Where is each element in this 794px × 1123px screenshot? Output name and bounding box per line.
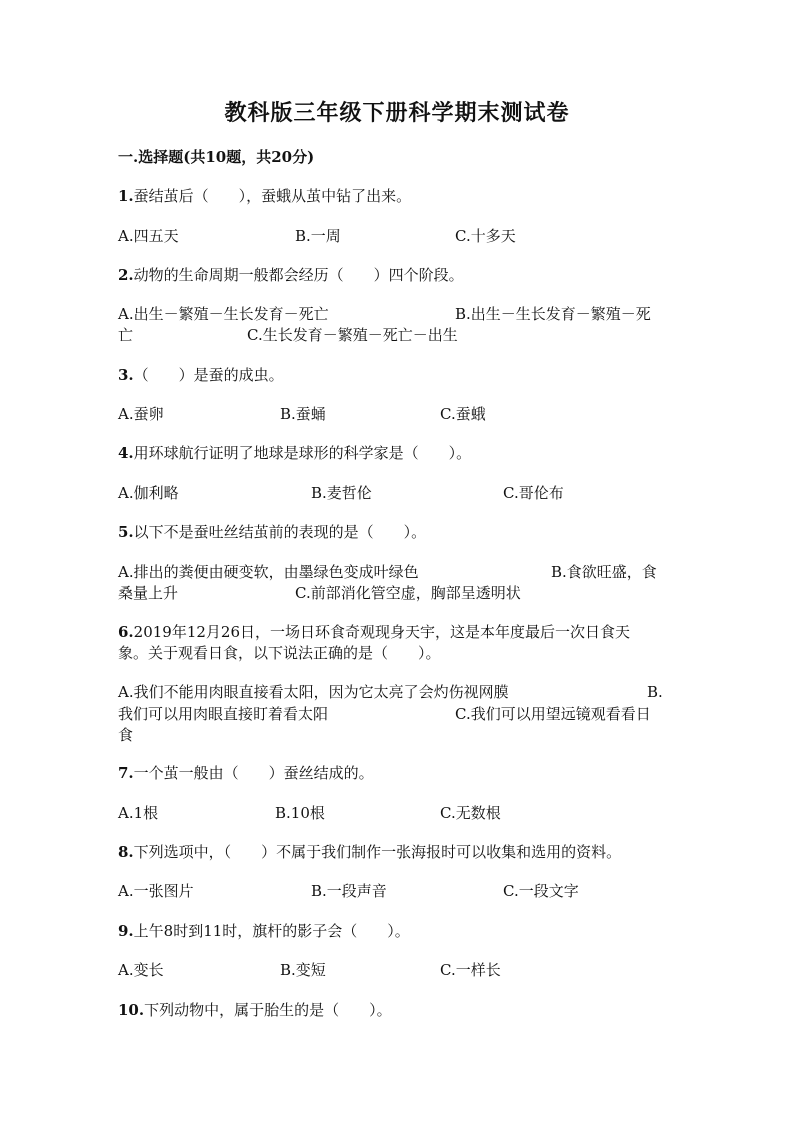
option-b: B. <box>647 683 663 701</box>
question-4 <box>118 443 471 463</box>
question-number: 1. <box>118 187 134 205</box>
question-number: 3. <box>118 366 134 384</box>
question-5 <box>118 522 426 542</box>
question-text: 下列动物中，属于胎生的是（ ）。 <box>144 1001 392 1019</box>
question-9 <box>118 921 410 941</box>
question-text: 动物的生命周期一般都会经历（ ）四个阶段。 <box>133 266 464 284</box>
option-a: A.一张图片 <box>118 882 194 900</box>
option-b-cont: 亡 <box>118 326 134 344</box>
question-text: 上午8时到11时，旗杆的影子会（ ）。 <box>133 922 410 940</box>
option-a: A.蚕卵 <box>118 405 164 423</box>
option-a: A.1根 <box>118 804 159 822</box>
question-3 <box>118 365 284 385</box>
option-a: A.四五天 <box>118 227 179 245</box>
section-heading: 一.选择题(共10题，共20分) <box>118 148 315 166</box>
question-number: 6. <box>118 623 134 641</box>
option-b: B.出生－生长发育－繁殖－死 <box>455 305 651 323</box>
option-a: A.伽利略 <box>118 484 179 502</box>
question-6-cont: 象。关于观看日食，以下说法正确的是（ ）。 <box>118 644 441 662</box>
option-a: A.排出的粪便由硬变软，由墨绿色变成叶绿色 <box>118 563 419 581</box>
option-b: B.一段声音 <box>311 882 387 900</box>
option-c: C.生长发育－繁殖－死亡－出生 <box>247 326 458 344</box>
question-number: 2. <box>118 266 134 284</box>
question-10 <box>118 1000 392 1020</box>
question-1 <box>118 186 411 206</box>
page-title: 教科版三年级下册科学期末测试卷 <box>224 100 570 126</box>
question-number: 9. <box>118 922 134 940</box>
option-c: C.蚕蛾 <box>440 405 486 423</box>
option-b: B.10根 <box>275 804 325 822</box>
question-2 <box>118 265 464 285</box>
option-b: B.蚕蛹 <box>280 405 326 423</box>
question-7 <box>118 763 374 783</box>
question-text: 2019年12月26日，一场日环食奇观现身天宇，这是本年度最后一次日食天 <box>133 623 631 641</box>
option-c: C.无数根 <box>440 804 501 822</box>
option-c: C.一样长 <box>440 961 501 979</box>
option-c: C.哥伦布 <box>503 484 564 502</box>
question-text: 以下不是蚕吐丝结茧前的表现的是（ ）。 <box>133 523 427 541</box>
option-c: C.前部消化管空虚，胸部呈透明状 <box>295 584 521 602</box>
option-b: B.食欲旺盛，食 <box>551 563 657 581</box>
option-b-cont: 桑量上升 <box>118 584 179 602</box>
option-c-cont: 食 <box>118 726 134 744</box>
option-c: C.十多天 <box>455 227 516 245</box>
option-c: C.一段文字 <box>503 882 579 900</box>
option-a: A.变长 <box>118 961 164 979</box>
option-a: A.我们不能用肉眼直接看太阳，因为它太亮了会灼伤视网膜 <box>118 683 509 701</box>
option-b: B.一周 <box>295 227 341 245</box>
option-a: A.出生－繁殖－生长发育－死亡 <box>118 305 329 323</box>
question-text: 下列选项中，（ ）不属于我们制作一张海报时可以收集和选用的资料。 <box>133 843 622 861</box>
question-text: 用环球航行证明了地球是球形的科学家是（ ）。 <box>133 444 472 462</box>
option-b: B.变短 <box>280 961 326 979</box>
option-b-cont: 我们可以用肉眼直接盯着看太阳 <box>118 705 329 723</box>
option-c: C.我们可以用望远镜观看看日 <box>455 705 651 723</box>
question-number: 8. <box>118 843 134 861</box>
question-6 <box>118 622 630 642</box>
question-8 <box>118 842 621 862</box>
question-number: 7. <box>118 764 134 782</box>
question-text: 一个茧一般由（ ）蚕丝结成的。 <box>133 764 374 782</box>
question-number: 10. <box>118 1001 145 1019</box>
question-number: 4. <box>118 444 134 462</box>
option-b: B.麦哲伦 <box>311 484 372 502</box>
question-text: （ ）是蚕的成虫。 <box>133 366 284 384</box>
question-text: 蚕结茧后（ ），蚕蛾从茧中钻了出来。 <box>133 187 412 205</box>
question-number: 5. <box>118 523 134 541</box>
